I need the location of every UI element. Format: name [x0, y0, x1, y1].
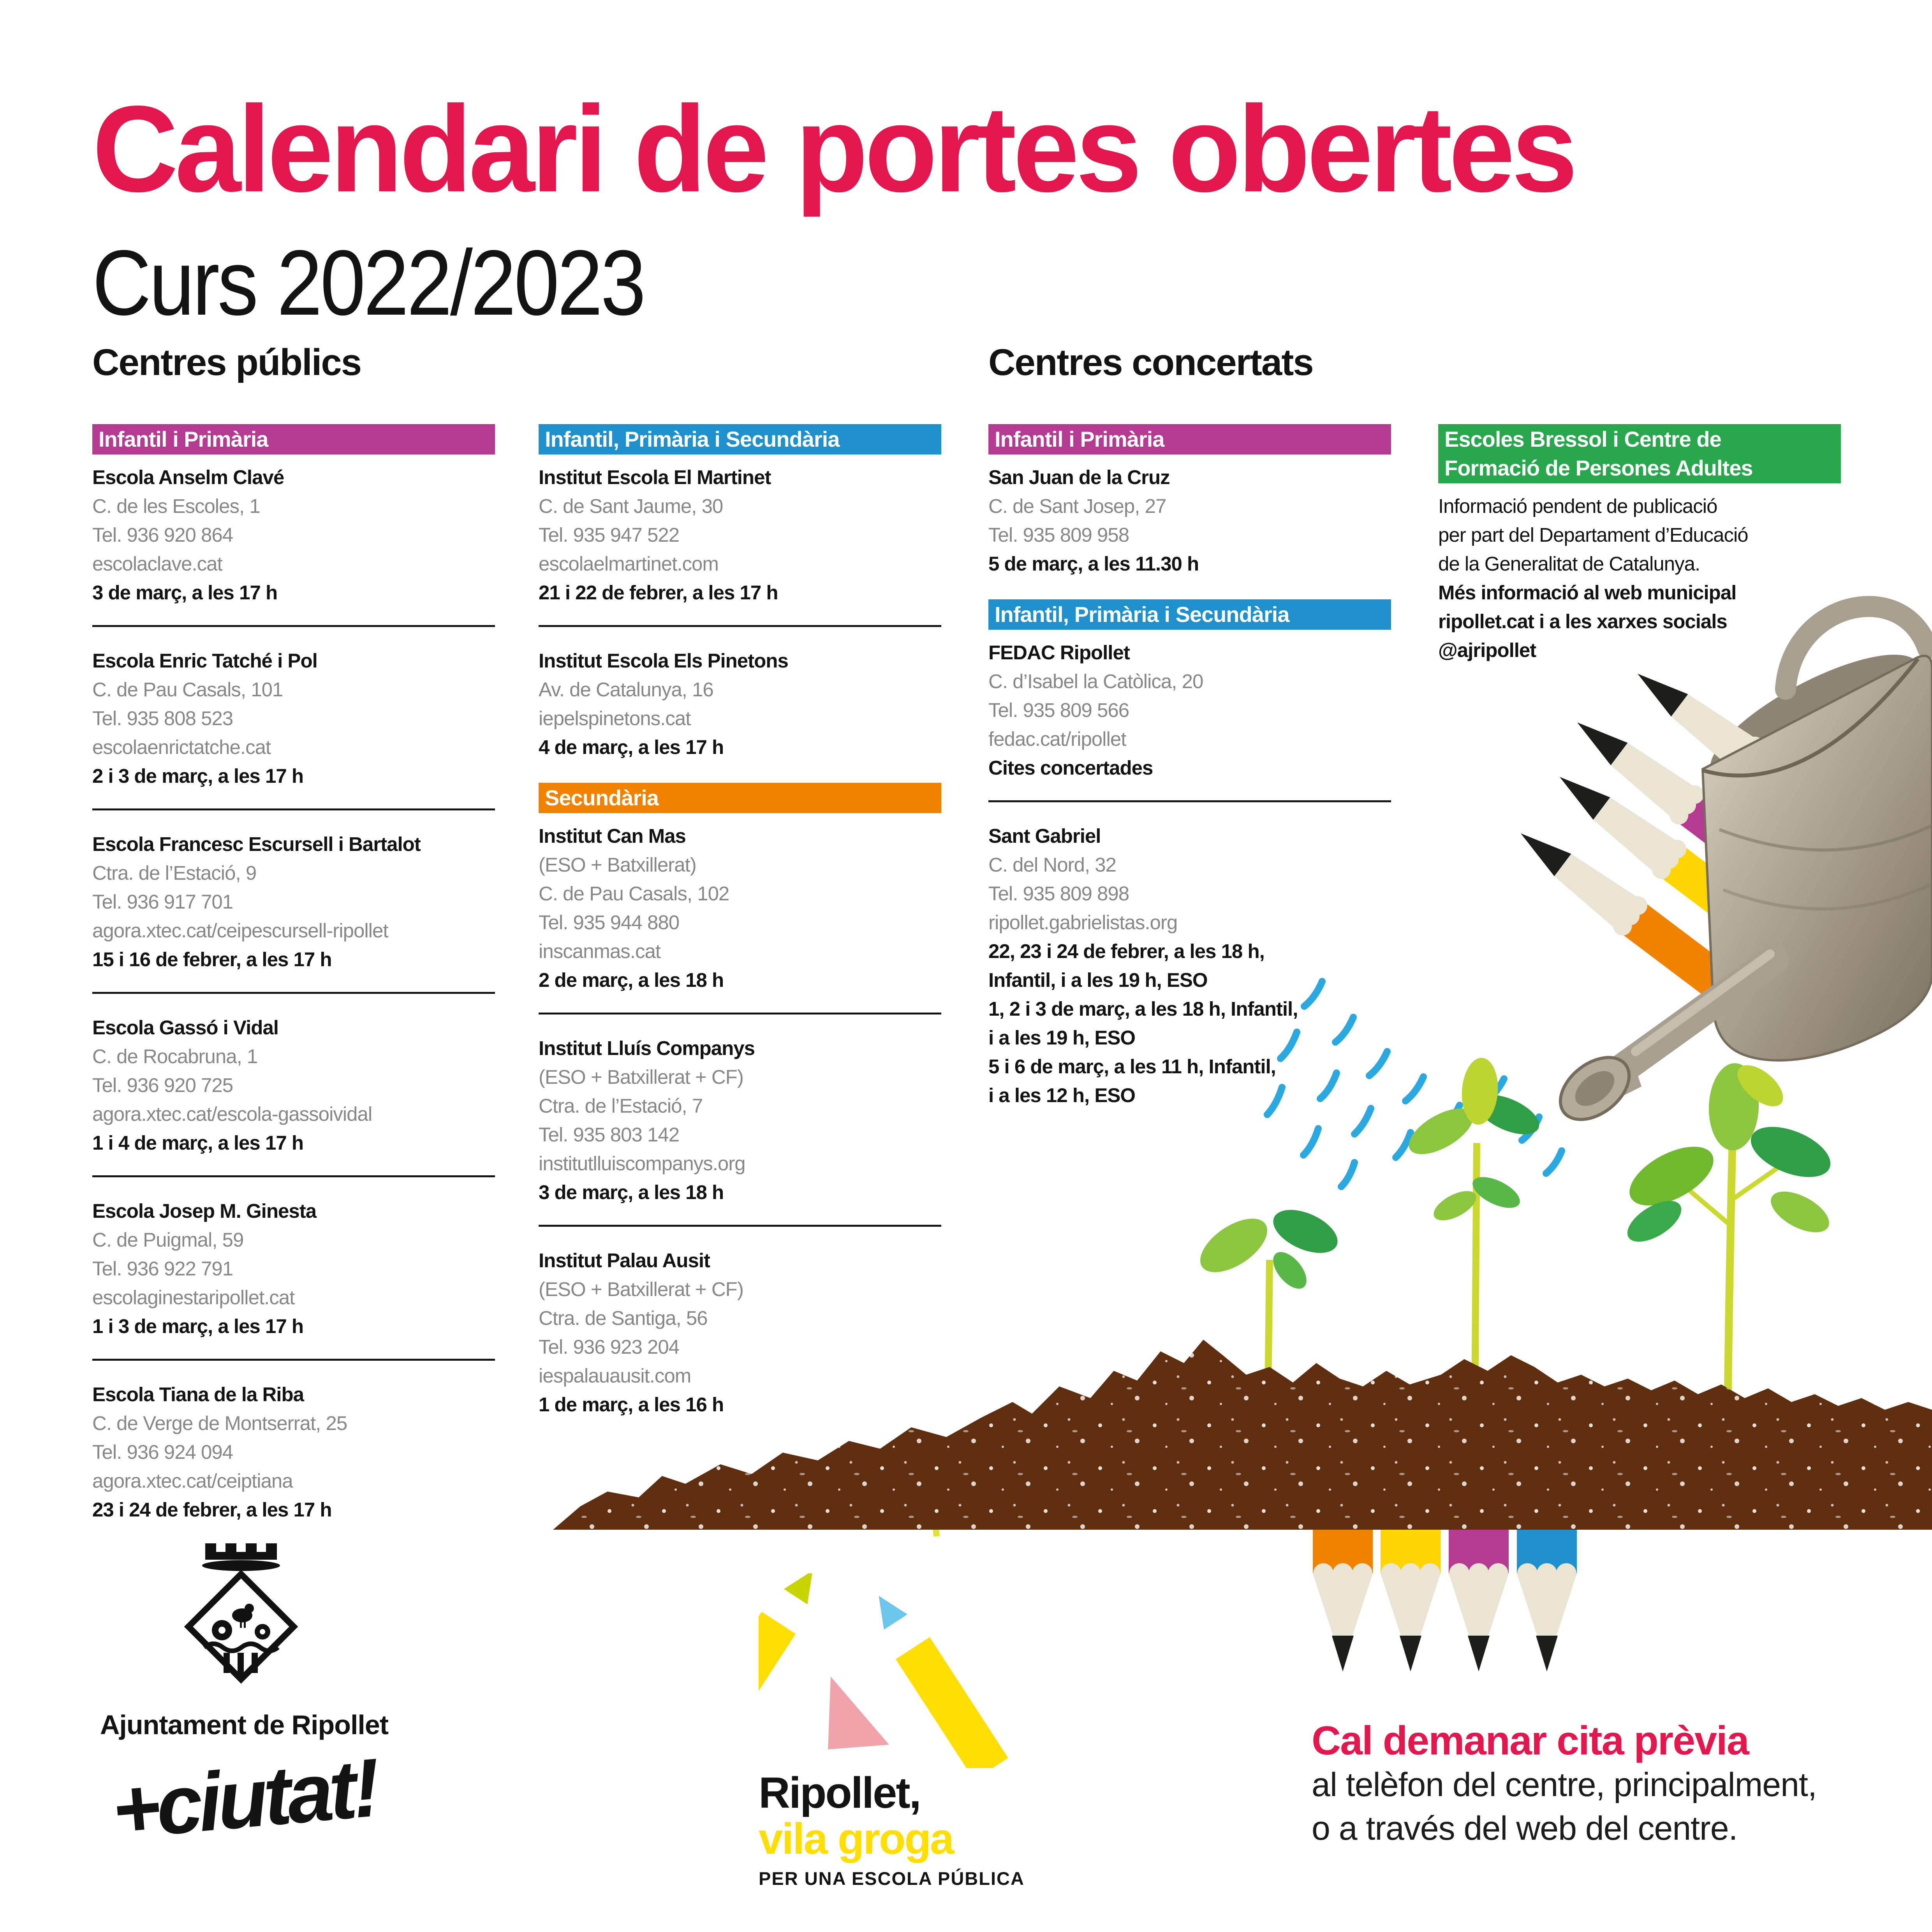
school-name: Escola Josep M. Ginesta — [92, 1200, 317, 1222]
page-title: Calendari de portes obertes — [92, 80, 1574, 217]
school-name: Escola Francesc Escursell i Bartalot — [92, 833, 421, 855]
school-escola-ginesta — [92, 1197, 495, 1341]
vila-groga-line3: PER UNA ESCOLA PÚBLICA — [759, 1868, 1025, 1889]
open-day-note: Cites concertades — [988, 757, 1153, 779]
open-day-date: 23 i 24 de febrer, a les 17 h — [92, 1499, 332, 1521]
open-day-date: 5 i 6 de març, a les 11 h, Infantil, — [988, 1055, 1276, 1078]
hanging-pencils — [1313, 1530, 1577, 1671]
school-name: Institut Escola Els Pinetons — [539, 650, 788, 672]
divider — [539, 625, 941, 627]
school-institut-palau-ausit — [539, 1246, 941, 1419]
school-phone: Tel. 935 947 522 — [539, 524, 680, 546]
hanging-pencil-yellow — [1381, 1530, 1441, 1671]
divider — [92, 808, 495, 810]
school-name: FEDAC Ripollet — [988, 641, 1130, 664]
open-day-date: 4 de març, a les 17 h — [539, 736, 724, 758]
info-text: Informació pendent de publicació — [1438, 495, 1717, 517]
open-day-date: 15 i 16 de febrer, a les 17 h — [92, 948, 332, 970]
open-day-date: 5 de març, a les 11.30 h — [988, 553, 1199, 575]
open-day-date: 21 i 22 de febrer, a les 17 h — [539, 581, 778, 604]
info-text-bold: ripollet.cat i a les xarxes socials — [1438, 610, 1727, 632]
open-day-date: 1 i 4 de març, a les 17 h — [92, 1132, 304, 1154]
school-website: escolaclave.cat — [92, 553, 222, 575]
category-band-escoles-bressol — [1438, 424, 1841, 483]
school-website: institutlluiscompanys.org — [539, 1152, 745, 1175]
page-subtitle: Curs 2022/2023 — [92, 231, 644, 335]
school-san-juan-de-la-cruz — [988, 463, 1391, 578]
school-website: agora.xtec.cat/ceipescursell-ripollet — [92, 919, 388, 942]
school-phone: Tel. 935 803 142 — [539, 1124, 680, 1146]
school-institut-el-martinet — [539, 463, 941, 607]
school-website: iespalauausit.com — [539, 1365, 691, 1387]
school-institut-lluis-companys — [539, 1034, 941, 1207]
school-name: Escola Enric Tatché i Pol — [92, 650, 317, 672]
open-day-date: 2 i 3 de març, a les 17 h — [92, 765, 304, 787]
info-text: per part del Departament d’Educació — [1438, 524, 1748, 546]
vila-groga-line1: Ripollet, — [759, 1768, 920, 1817]
school-address: C. de Sant Jaume, 30 — [539, 495, 723, 517]
open-day-date: 3 de març, a les 17 h — [92, 581, 278, 604]
open-day-date: i a les 12 h, ESO — [988, 1084, 1136, 1106]
open-day-date: 1 de març, a les 16 h — [539, 1393, 724, 1416]
school-fedac-ripollet — [988, 638, 1391, 782]
school-website: agora.xtec.cat/escola-gassoividal — [92, 1103, 372, 1125]
heading-centres-publics: Centres públics — [92, 342, 361, 383]
school-levels: (ESO + Batxillerat) — [539, 854, 696, 876]
school-address: C. de Pau Casals, 102 — [539, 882, 729, 905]
school-website: escolaenrictatche.cat — [92, 736, 271, 758]
column-escoles-bressol — [1438, 424, 1841, 665]
school-escola-escursell — [92, 830, 495, 974]
school-address: C. de les Escoles, 1 — [92, 495, 260, 517]
school-escola-anselm-clave — [92, 463, 495, 607]
school-address: C. de Pau Casals, 101 — [92, 678, 283, 701]
school-website: inscanmas.cat — [539, 940, 660, 962]
column-centres-concertats — [988, 424, 1391, 1110]
cita-line: al telèfon del centre, principalment, — [1312, 1766, 1817, 1804]
band-line: Escoles Bressol i Centre de — [1444, 427, 1721, 451]
ajuntament-logo-block — [92, 1541, 396, 1856]
column-centres-publics-1 — [92, 424, 495, 1524]
school-phone: Tel. 935 809 898 — [988, 882, 1129, 905]
school-escola-enric-tatche — [92, 646, 495, 791]
open-day-date: 1, 2 i 3 de març, a les 18 h, Infantil, — [988, 998, 1298, 1020]
school-name: Institut Escola El Martinet — [539, 466, 771, 488]
school-name: San Juan de la Cruz — [988, 466, 1170, 488]
school-phone: Tel. 936 920 864 — [92, 524, 233, 546]
divider — [539, 1013, 941, 1014]
school-website: escolaelmartinet.com — [539, 553, 719, 575]
divider — [988, 800, 1391, 802]
cita-headline: Cal demanar cita prèvia — [1312, 1718, 1749, 1763]
category-band-infantil-primaria-secundaria: Infantil, Primària i Secundària — [988, 599, 1391, 630]
school-website: ripollet.gabrielistas.org — [988, 911, 1178, 933]
school-name: Escola Anselm Clavé — [92, 466, 284, 488]
school-phone: Tel. 935 809 958 — [988, 524, 1129, 546]
school-name: Escola Gassó i Vidal — [92, 1016, 278, 1039]
school-institut-els-pinetons — [539, 646, 941, 762]
school-website: escolaginestaripollet.cat — [92, 1286, 295, 1309]
school-website: iepelspinetons.cat — [539, 707, 691, 729]
hanging-pencil-magenta — [1449, 1530, 1509, 1671]
school-name: Sant Gabriel — [988, 825, 1101, 847]
school-phone: Tel. 936 917 701 — [92, 891, 233, 913]
school-address: C. d’Isabel la Catòlica, 20 — [988, 670, 1203, 692]
ciutat-tagline: +ciutat! — [108, 1741, 380, 1856]
school-escola-gasso-vidal — [92, 1013, 495, 1157]
school-escola-tiana — [92, 1380, 495, 1524]
social-handle: @ajripollet — [1438, 639, 1536, 661]
school-address: Av. de Catalunya, 16 — [539, 678, 713, 701]
category-band-infantil-primaria: Infantil i Primària — [988, 424, 1391, 454]
column-centres-publics-2 — [539, 424, 941, 1419]
school-phone: Tel. 935 808 523 — [92, 707, 233, 729]
school-phone: Tel. 936 922 791 — [92, 1257, 233, 1280]
info-text-bold: Més informació al web municipal — [1438, 581, 1737, 604]
school-name: Institut Palau Ausit — [539, 1249, 710, 1272]
divider — [92, 625, 495, 627]
school-address: C. de Verge de Montserrat, 25 — [92, 1412, 347, 1434]
open-day-date: 3 de març, a les 18 h — [539, 1181, 724, 1203]
hanging-pencil-blue — [1517, 1530, 1577, 1671]
watering-can-illustration — [1508, 606, 1932, 1132]
ajuntament-label: Ajuntament de Ripollet — [100, 1710, 389, 1740]
open-day-date: 22, 23 i 24 de febrer, a les 18 h, — [988, 940, 1265, 962]
band-line: Formació de Persones Adultes — [1444, 456, 1753, 480]
divider — [92, 992, 495, 994]
school-name: Institut Lluís Companys — [539, 1037, 755, 1059]
school-address: Ctra. de Santiga, 56 — [539, 1307, 708, 1329]
school-phone: Tel. 936 923 204 — [539, 1336, 680, 1358]
vila-groga-logo-block — [759, 1573, 1094, 1889]
school-sant-gabriel — [988, 822, 1391, 1110]
school-institut-can-mas — [539, 822, 941, 995]
ajuntament-coat-of-arms-icon — [180, 1541, 308, 1705]
school-phone: Tel. 935 809 566 — [988, 699, 1129, 721]
divider — [539, 1225, 941, 1227]
hanging-pencil-orange — [1313, 1530, 1373, 1671]
open-day-date: 2 de març, a les 18 h — [539, 969, 724, 991]
school-address: C. de Rocabruna, 1 — [92, 1045, 258, 1067]
cita-line: o a través del web del centre. — [1312, 1810, 1738, 1847]
open-day-date: i a les 19 h, ESO — [988, 1027, 1136, 1049]
school-phone: Tel. 936 924 094 — [92, 1441, 233, 1463]
open-day-date: Infantil, i a les 19 h, ESO — [988, 969, 1208, 991]
school-levels: (ESO + Batxillerat + CF) — [539, 1278, 743, 1300]
school-phone: Tel. 935 944 880 — [539, 911, 680, 933]
category-band-infantil-primaria-secundaria: Infantil, Primària i Secundària — [539, 424, 941, 454]
school-address: Ctra. de l’Estació, 9 — [92, 862, 257, 884]
school-name: Escola Tiana de la Riba — [92, 1383, 304, 1405]
divider — [92, 1359, 495, 1361]
school-address: C. de Puigmal, 59 — [92, 1229, 244, 1251]
school-levels: (ESO + Batxillerat + CF) — [539, 1066, 743, 1088]
cita-previa-block — [1312, 1718, 1817, 1851]
open-day-date: 1 i 3 de març, a les 17 h — [92, 1315, 304, 1337]
school-phone: Tel. 936 920 725 — [92, 1074, 233, 1096]
info-text: de la Generalitat de Catalunya. — [1438, 553, 1700, 575]
school-website: agora.xtec.cat/ceiptiana — [92, 1470, 293, 1492]
school-address: C. del Nord, 32 — [988, 854, 1117, 876]
category-band-secundaria: Secundària — [539, 783, 941, 813]
pencil-v-logo-icon — [759, 1573, 1008, 1768]
category-band-infantil-primaria: Infantil i Primària — [92, 424, 495, 454]
school-address: Ctra. de l’Estació, 7 — [539, 1095, 703, 1117]
vila-groga-line2: vila groga — [759, 1814, 953, 1863]
divider — [92, 1175, 495, 1177]
heading-centres-concertats: Centres concertats — [988, 342, 1313, 383]
school-address: C. de Sant Josep, 27 — [988, 495, 1166, 517]
school-name: Institut Can Mas — [539, 825, 686, 847]
school-website: fedac.cat/ripollet — [988, 728, 1126, 750]
